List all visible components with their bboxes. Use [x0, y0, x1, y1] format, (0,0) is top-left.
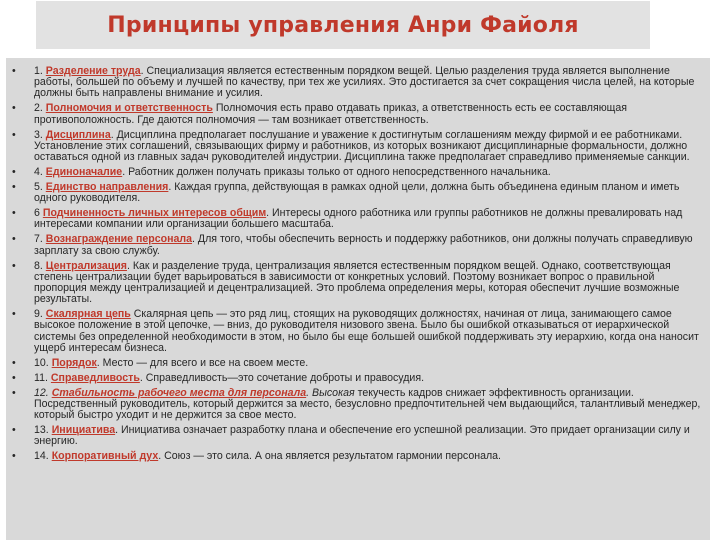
principles-list	[6, 58, 710, 463]
list-item: • 6 Подчиненность личных интересов общим. Интересы одного работника или группы работников не должны превалировать над интересами компании или организации большего масштаба.	[34, 208, 702, 230]
list-item: • 1. Разделение труда. Специализация является естественным порядком вещей. Целью разделения труда является выполнение работы, большей по объему и лучшей по качеству, при тех же усилиях. Это достигается за счет сокращения числа целей, на которые должны быть направлены внимание и усилия.	[34, 66, 702, 100]
principle-term: Инициатива	[51, 424, 116, 437]
list-item: • 8. Централизация. Как и разделение труда, централизация является естественным порядком вещей. Однако, соответствующая степень централизации будет варьироваться в зависимости от конкретных условий. Поэтому возникает вопрос о правильной пропорция между централизацией и децентрализацией. Это проблема определения меры, которая обеспечит лучшие возможные результаты.	[34, 261, 702, 306]
list-item: • 7. Вознаграждение персонала. Для того, чтобы обеспечить верность и поддержку работников, они должны получать справедливую зарплату за свою службу.	[34, 234, 702, 256]
principle-term: Единство направления	[45, 181, 169, 194]
list-item: • 11. Справедливость. Справедливость—это сочетание доброты и правосудия.	[34, 373, 702, 384]
principle-term: Стабильность рабочего места для персонала	[51, 386, 307, 399]
list-item: • 10. Порядок. Место — для всего и все на своем месте.	[34, 358, 702, 369]
principle-term: Единоначалие	[45, 166, 123, 179]
principle-term: Скалярная цепь	[45, 308, 131, 321]
principle-term: Справедливость	[50, 371, 140, 384]
slide-title: Принципы управления Анри Файоля	[107, 12, 579, 38]
list-item: • 4. Единоначалие. Работник должен получать приказы только от одного непосредственного начальника.	[34, 167, 702, 178]
list-item: • 9. Скалярная цепь Скалярная цепь — это ряд лиц, стоящих на руководящих должностях, начиная от лица, занимающего самое высокое положение в этой цепочке, — вниз, до руководителя низового звена. Было бы ошибкой отказываться от иерархической системы без определенной необходимости в этом, но было бы еще большей ошибкой поддерживать эту иерархию, когда она наносит ущерб интересам бизнеса.	[34, 309, 702, 354]
list-item: • 2. Полномочия и ответственность Полномочия есть право отдавать приказ, а ответственность есть ее составляющая противоположность. Где даются полномочия — там возникает ответственность.	[34, 103, 702, 125]
principle-term: Порядок	[51, 356, 97, 369]
list-item: • 12. Стабильность рабочего места для персонала. Высокая текучесть кадров снижает эффективность организации. Посредственный руководитель, который держится за место, безусловно предпочтительней чем выдающийся, талантливый менеджер, который быстро уходит и не держится за свое место.	[34, 388, 702, 422]
title-box	[36, 1, 650, 49]
principle-term: Централизация	[45, 259, 127, 272]
list-item: • 14. Корпоративный дух. Союз — это сила. А она является результатом гармонии персонала.	[34, 451, 702, 462]
principle-term: Дисциплина	[45, 128, 111, 141]
principle-term: Полномочия и ответственность	[45, 102, 213, 115]
content-panel	[6, 58, 710, 540]
principle-term: Подчиненность личных интересов общим	[42, 207, 267, 220]
principle-term: Вознаграждение персонала	[45, 233, 193, 246]
list-item: • 3. Дисциплина. Дисциплина предполагает послушание и уважение к достигнутым соглашениям между фирмой и ее работниками. Установление этих соглашений, связывающих фирму и работников, из которых возникают дисциплинарные формальности, должно оставаться одной из главных задач руководителей индустрии. Дисциплина также предполагает справедливо применяемые санкции.	[34, 130, 702, 164]
list-item: • 13. Инициатива. Инициатива означает разработку плана и обеспечение его успешной реализации. Это придает организации силу и энергию.	[34, 425, 702, 447]
principle-term: Разделение труда	[45, 65, 141, 77]
list-item: • 5. Единство направления. Каждая группа, действующая в рамках одной цели, должна быть объединена единым планом и иметь одного руководителя.	[34, 182, 702, 204]
principle-term: Корпоративный дух	[51, 450, 159, 463]
